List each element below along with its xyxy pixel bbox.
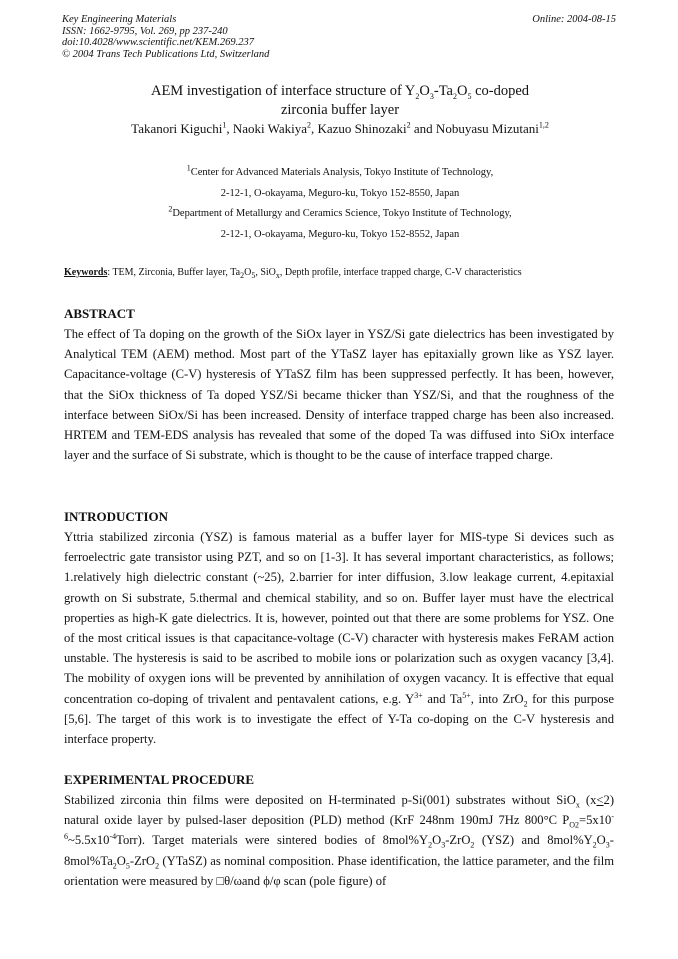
title-text: O [419,83,430,99]
exp-text: O [596,833,606,848]
journal-issn: ISSN: 1662-9795, Vol. 269, pp 237-240 [62,25,228,37]
affiliation-marker: 1 [222,120,227,130]
paper-title [62,82,618,120]
affiliation-marker: 2 [306,120,311,130]
keywords [64,266,620,280]
exp-text: θ/ωand ϕ/φ scan (pole figure) of [224,873,387,888]
exp-sub: 3 [605,840,610,850]
title-text: AEM investigation of interface structure of Y [150,83,416,99]
exp-text: (x [579,793,597,807]
title-sub: 2 [452,91,457,101]
exp-sub: 5 [125,861,130,871]
title-text: -Ta [433,83,453,99]
keywords-sub: x [275,271,280,280]
introduction-section [64,507,614,749]
exp-text: =5x10 [579,813,612,828]
exp-text: -ZrO [129,853,156,868]
abstract-text: The effect of Ta doping on the growth of the SiOx layer in YSZ/Si gate dielectrics has been investigated by Analytical TEM (AEM) method. Most part of the YTaSZ layer has epitaxially grown like as YSZ layer. Capacitance-voltage (C-V) hysteresis of YTaSZ film has been suppressed perfectly. It has been, however, that the SiOx thickness of Ta doped YSZ/Si became thicker than YSZ/Si, and that the roughness of the interface between SiOx/Si has been increased. Density of interface trapped charge has been also increased. HRTEM and TEM-EDS analysis has revealed that some of the doped Ta was diffused into SiOx interface layer and the surface of Si substrate, which is thought to be the cause of interface trapped charge. [64,327,614,463]
author-name: , Naoki Wakiya [226,121,307,136]
exp-sub: 3 [441,840,446,850]
abstract-heading: ABSTRACT [64,306,135,321]
exp-sup: -6 [64,812,614,842]
title-sub: 2 [415,91,420,101]
intro-sup: 5+ [462,690,471,700]
exp-text: O [116,853,126,868]
title-text: O [456,83,468,99]
author-list [62,121,618,137]
keywords-text: O [244,267,252,278]
affiliation-2-name [62,204,618,225]
author-name: , Kazuo Shinozaki [310,121,407,136]
keywords-sub: 5 [251,271,256,280]
exp-text: O [432,833,442,848]
intro-sub: 2 [523,699,528,709]
keywords-text: , SiO [255,267,276,278]
journal-header [62,14,618,60]
author-name: Takanori Kiguchi [131,121,223,136]
author-name: and Nobuyasu Mizutani [410,121,539,136]
exp-sub: 2 [592,840,597,850]
exp-text: 2) natural oxide layer by pulsed-laser deposition (PLD) method (KrF 248nm 190mJ 7Hz 800°C P [64,793,615,828]
title-sub: 3 [429,91,434,101]
journal-name: Key Engineering Materials [62,14,177,25]
exp-text: ~5.5x10 [68,833,110,848]
introduction-text [64,527,614,749]
introduction-heading: INTRODUCTION [64,509,169,524]
keywords-label: Keywords [64,267,108,278]
affiliations [62,163,618,245]
missing-glyph-box: □ [216,873,225,888]
affiliation-1-name [62,163,618,184]
affiliation-marker: 1 [186,163,191,173]
journal-copyright: © 2004 Trans Tech Publications Ltd, Switzerland [62,48,270,60]
intro-sup: 3+ [414,690,423,700]
title-line-2: zirconia buffer layer [280,102,400,118]
exp-sub: x [575,800,580,810]
experimental-text [64,790,614,891]
title-sub: 5 [467,91,472,101]
keywords-text: , Depth profile, interface trapped charge, C-V characteristics [279,267,522,278]
intro-text: Yttria stabilized zirconia (YSZ) is famous material as a buffer layer for MIS-type Si devices such as ferroelectric gate transistor using PZT, and so on [1-3]. It has several important characteristics, as follows; 1.relatively high dielectric constant (~25), 2.barrier for inter diffusion, 3.low leakage current, 4.epitaxial growth on Si substrate, 5.thermal and chemical stability, and so on. Buffer layer must have the electrical properties as high-K gate dielectrics. It is, however, pointed out that there are some problems for YSZ. One of the most critical issues is that capacitance-voltage (C-V) character with hysteresis makes FeRAM action unstable. The hysteresis is said to be ascribed to mobile ions or polarization such as oxygen vacancy [3,4]. The mobility of oxygen ions will be prevented by annihilation of oxygen vacancy. It is effective that equal concentration co-doping of trivalent and pentavalent cations, e.g. Y [64,530,614,706]
affiliation-1-address: 2-12-1, O-okayama, Meguro-ku, Tokyo 152-8550, Japan [220,187,460,199]
keywords-sub: 2 [240,271,245,280]
exp-sub: 2 [112,861,117,871]
keywords-text: : TEM, Zirconia, Buffer layer, Ta [107,267,241,278]
intro-text: and Ta [422,691,463,706]
exp-sub: 2 [470,840,475,850]
journal-doi: doi:10.4028/www.scientific.net/KEM.269.237 [62,37,254,48]
exp-sub: 2 [155,861,160,871]
affiliation-text: Center for Advanced Materials Analysis, Tokyo Institute of Technology, [190,167,494,178]
exp-text: (YSZ) and 8mol%Y [474,833,593,848]
affiliation-text: Department of Metallurgy and Ceramics Science, Tokyo Institute of Technology, [172,208,512,219]
title-line-1 [62,82,618,101]
experimental-heading: EXPERIMENTAL PROCEDURE [64,772,255,787]
exp-sup: -4 [109,832,117,842]
affiliation-marker: 2 [168,204,173,214]
affiliation-marker: 2 [406,120,411,130]
intro-text: , into ZrO [470,691,524,706]
exp-text: -8mol%Ta [64,833,614,868]
intro-text: for this purpose [5,6]. The target of this work is to investigate the effect of Y-Ta co-doping on the C-V hysteresis and interface property. [64,691,614,747]
experimental-section [64,770,614,891]
exp-text: < [596,793,604,807]
exp-text: (YTaSZ) as nominal composition. Phase identification, the lattice parameter, and the film orientation were measured by [64,853,614,888]
exp-text: Torr). Target materials were sintered bodies of 8mol%Y [116,833,429,848]
affiliation-marker: 1,2 [538,120,549,130]
online-date: Online: 2004-08-15 [532,14,616,25]
title-text: co-doped [471,83,530,99]
abstract-section [64,304,614,465]
exp-sub: 2 [428,840,433,850]
exp-text: Stabilized zirconia thin films were deposited on H-terminated p-Si(001) substrates without SiO [64,793,576,807]
affiliation-2-address: 2-12-1, O-okayama, Meguro-ku, Tokyo 152-8552, Japan [220,228,460,240]
exp-sub: O2 [569,820,580,830]
exp-text: -ZrO [445,833,471,848]
